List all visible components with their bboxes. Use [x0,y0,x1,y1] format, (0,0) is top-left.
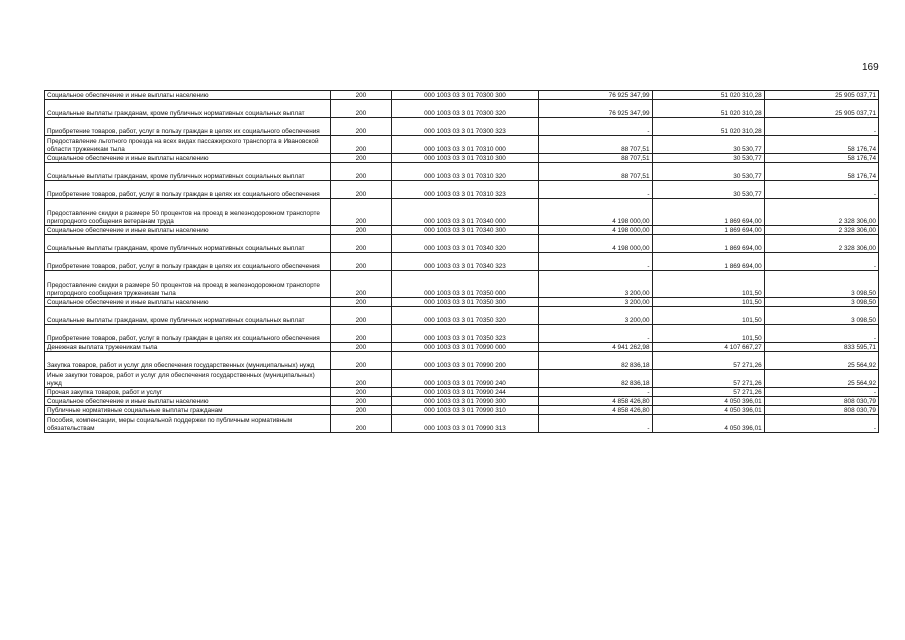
row-kbk-cell: 000 1003 03 3 01 70300 320 [391,100,539,118]
row-unexecuted-cell: 3 098,50 [764,298,878,307]
row-unexecuted-cell: - [764,181,878,199]
row-kbk-cell: 000 1003 03 3 01 70990 000 [391,343,539,352]
row-unexecuted-cell: 58 176,74 [764,136,878,154]
table-row [45,370,879,388]
row-code-cell: 200 [331,388,392,397]
row-name-cell: Предоставление льготного проезда на всех видах пассажирского транспорта в Ивановской области труженикам тыла [45,136,331,154]
row-unexecuted-cell: - [764,253,878,271]
row-approved-cell: 4 941 262,98 [539,343,652,352]
table-row [45,343,879,352]
row-kbk-cell: 000 1003 03 3 01 70340 323 [391,253,539,271]
row-name-cell: Социальное обеспечение и иные выплаты населению [45,154,331,163]
row-code-cell: 200 [331,253,392,271]
row-name-cell: Предоставление скидки в размере 50 процентов на проезд в железнодорожном транспорте пригородного сообщения ветеранам труда [45,199,331,226]
row-executed-cell: 4 050 396,01 [652,406,764,415]
page-number: 169 [862,62,879,73]
row-executed-cell: 4 050 396,01 [652,415,764,433]
row-approved-cell: 82 836,18 [539,370,652,388]
row-executed-cell: 57 271,26 [652,370,764,388]
row-name-cell: Социальные выплаты гражданам, кроме публичных нормативных социальных выплат [45,235,331,253]
row-approved-cell: 4 198 000,00 [539,226,652,235]
row-executed-cell: 51 020 310,28 [652,100,764,118]
row-unexecuted-cell: 25 905 037,71 [764,91,878,100]
row-code-cell: 200 [331,91,392,100]
row-executed-cell: 1 869 694,00 [652,253,764,271]
budget-execution-table [44,90,879,433]
row-name-cell: Социальные выплаты гражданам, кроме публичных нормативных социальных выплат [45,100,331,118]
table-row [45,397,879,406]
row-approved-cell: - [539,253,652,271]
row-executed-cell: 51 020 310,28 [652,118,764,136]
row-name-cell: Социальное обеспечение и иные выплаты населению [45,397,331,406]
row-kbk-cell: 000 1003 03 3 01 70350 320 [391,307,539,325]
row-kbk-cell: 000 1003 03 3 01 70990 313 [391,415,539,433]
row-kbk-cell: 000 1003 03 3 01 70310 323 [391,181,539,199]
row-code-cell: 200 [331,415,392,433]
row-executed-cell: 57 271,26 [652,352,764,370]
row-unexecuted-cell: 3 098,50 [764,271,878,298]
row-code-cell: 200 [331,163,392,181]
table-row [45,91,879,100]
row-executed-cell: 1 869 694,00 [652,235,764,253]
row-kbk-cell: 000 1003 03 3 01 70990 200 [391,352,539,370]
row-code-cell: 200 [331,181,392,199]
row-kbk-cell: 000 1003 03 3 01 70350 323 [391,325,539,343]
row-kbk-cell: 000 1003 03 3 01 70340 000 [391,199,539,226]
row-kbk-cell: 000 1003 03 3 01 70350 300 [391,298,539,307]
table-row [45,388,879,397]
row-executed-cell: 1 869 694,00 [652,226,764,235]
row-unexecuted-cell: 58 176,74 [764,163,878,181]
row-approved-cell: 76 925 347,99 [539,91,652,100]
row-kbk-cell: 000 1003 03 3 01 70990 300 [391,397,539,406]
row-name-cell: Социальное обеспечение и иные выплаты населению [45,298,331,307]
row-executed-cell: 4 107 667,27 [652,343,764,352]
table-row [45,118,879,136]
row-executed-cell: 57 271,26 [652,388,764,397]
row-name-cell: Приобретение товаров, работ, услуг в пользу граждан в целях их социального обеспечения [45,181,331,199]
row-executed-cell: 101,50 [652,325,764,343]
table-row [45,298,879,307]
table-row [45,154,879,163]
row-unexecuted-cell: 833 595,71 [764,343,878,352]
row-kbk-cell: 000 1003 03 3 01 70990 310 [391,406,539,415]
row-unexecuted-cell: - [764,388,878,397]
row-code-cell: 200 [331,406,392,415]
row-executed-cell: 30 530,77 [652,181,764,199]
row-unexecuted-cell: 2 328 306,00 [764,235,878,253]
row-unexecuted-cell: 2 328 306,00 [764,226,878,235]
row-kbk-cell: 000 1003 03 3 01 70350 000 [391,271,539,298]
row-name-cell: Иные закупки товаров, работ и услуг для обеспечения государственных (муниципальных) нужд [45,370,331,388]
row-executed-cell: 101,50 [652,307,764,325]
row-code-cell: 200 [331,154,392,163]
row-name-cell: Денежная выплата труженикам тыла [45,343,331,352]
row-code-cell: 200 [331,226,392,235]
row-name-cell: Социальные выплаты гражданам, кроме публичных нормативных социальных выплат [45,163,331,181]
row-unexecuted-cell: 58 176,74 [764,154,878,163]
row-unexecuted-cell: 25 564,92 [764,370,878,388]
row-approved-cell: 82 836,18 [539,352,652,370]
row-code-cell: 200 [331,370,392,388]
row-executed-cell: 51 020 310,28 [652,91,764,100]
row-unexecuted-cell: 25 564,92 [764,352,878,370]
table-row [45,415,879,433]
row-name-cell: Приобретение товаров, работ, услуг в пользу граждан в целях их социального обеспечения [45,253,331,271]
row-name-cell: Закупка товаров, работ и услуг для обеспечения государственных (муниципальных) нужд [45,352,331,370]
table-row [45,100,879,118]
row-approved-cell: 4 198 000,00 [539,235,652,253]
row-approved-cell: 76 925 347,99 [539,100,652,118]
table-row [45,235,879,253]
table-row [45,163,879,181]
row-unexecuted-cell: - [764,415,878,433]
row-executed-cell: 30 530,77 [652,136,764,154]
row-kbk-cell: 000 1003 03 3 01 70310 320 [391,163,539,181]
row-kbk-cell: 000 1003 03 3 01 70300 323 [391,118,539,136]
row-kbk-cell: 000 1003 03 3 01 70990 240 [391,370,539,388]
row-kbk-cell: 000 1003 03 3 01 70990 244 [391,388,539,397]
row-approved-cell: 4 858 426,80 [539,406,652,415]
table-row [45,253,879,271]
row-code-cell: 200 [331,325,392,343]
table-body [45,91,879,433]
row-executed-cell: 101,50 [652,298,764,307]
row-approved-cell: - [539,181,652,199]
row-kbk-cell: 000 1003 03 3 01 70310 000 [391,136,539,154]
row-approved-cell: - [539,388,652,397]
row-executed-cell: 30 530,77 [652,163,764,181]
row-name-cell: Приобретение товаров, работ, услуг в пользу граждан в целях их социального обеспечения [45,118,331,136]
row-name-cell: Социальные выплаты гражданам, кроме публичных нормативных социальных выплат [45,307,331,325]
row-name-cell: Социальное обеспечение и иные выплаты населению [45,226,331,235]
row-executed-cell: 4 050 396,01 [652,397,764,406]
row-code-cell: 200 [331,352,392,370]
row-name-cell: Социальное обеспечение и иные выплаты населению [45,91,331,100]
row-code-cell: 200 [331,235,392,253]
row-unexecuted-cell: 808 030,79 [764,397,878,406]
row-unexecuted-cell: - [764,118,878,136]
row-code-cell: 200 [331,136,392,154]
row-kbk-cell: 000 1003 03 3 01 70300 300 [391,91,539,100]
row-unexecuted-cell: 808 030,79 [764,406,878,415]
row-approved-cell: 4 198 000,00 [539,199,652,226]
table-row [45,307,879,325]
row-code-cell: 200 [331,271,392,298]
table-row [45,136,879,154]
row-name-cell: Прочая закупка товаров, работ и услуг [45,388,331,397]
table-row [45,406,879,415]
row-code-cell: 200 [331,199,392,226]
row-approved-cell: 88 707,51 [539,163,652,181]
table-row [45,325,879,343]
table-row [45,226,879,235]
row-code-cell: 200 [331,343,392,352]
row-approved-cell: - [539,325,652,343]
row-executed-cell: 101,50 [652,271,764,298]
row-approved-cell: 88 707,51 [539,136,652,154]
table-row [45,271,879,298]
row-approved-cell: - [539,415,652,433]
row-name-cell: Пособия, компенсации, меры социальной поддержки по публичным нормативным обязательствам [45,415,331,433]
row-approved-cell: 88 707,51 [539,154,652,163]
row-executed-cell: 1 869 694,00 [652,199,764,226]
row-approved-cell: 3 200,00 [539,271,652,298]
row-unexecuted-cell: 2 328 306,00 [764,199,878,226]
row-approved-cell: 3 200,00 [539,307,652,325]
row-code-cell: 200 [331,298,392,307]
row-unexecuted-cell: 3 098,50 [764,307,878,325]
row-kbk-cell: 000 1003 03 3 01 70340 300 [391,226,539,235]
row-name-cell: Публичные нормативные социальные выплаты гражданам [45,406,331,415]
row-code-cell: 200 [331,307,392,325]
row-name-cell: Предоставление скидки в размере 50 процентов на проезд в железнодорожном транспорте пригородного сообщения труженикам тыла [45,271,331,298]
row-unexecuted-cell: 25 905 037,71 [764,100,878,118]
row-executed-cell: 30 530,77 [652,154,764,163]
row-approved-cell: - [539,118,652,136]
row-code-cell: 200 [331,118,392,136]
table-row [45,199,879,226]
table-row [45,352,879,370]
row-approved-cell: 4 858 426,80 [539,397,652,406]
row-code-cell: 200 [331,397,392,406]
table-row [45,181,879,199]
row-unexecuted-cell: - [764,325,878,343]
row-kbk-cell: 000 1003 03 3 01 70310 300 [391,154,539,163]
row-kbk-cell: 000 1003 03 3 01 70340 320 [391,235,539,253]
row-code-cell: 200 [331,100,392,118]
row-name-cell: Приобретение товаров, работ, услуг в пользу граждан в целях их социального обеспечения [45,325,331,343]
row-approved-cell: 3 200,00 [539,298,652,307]
